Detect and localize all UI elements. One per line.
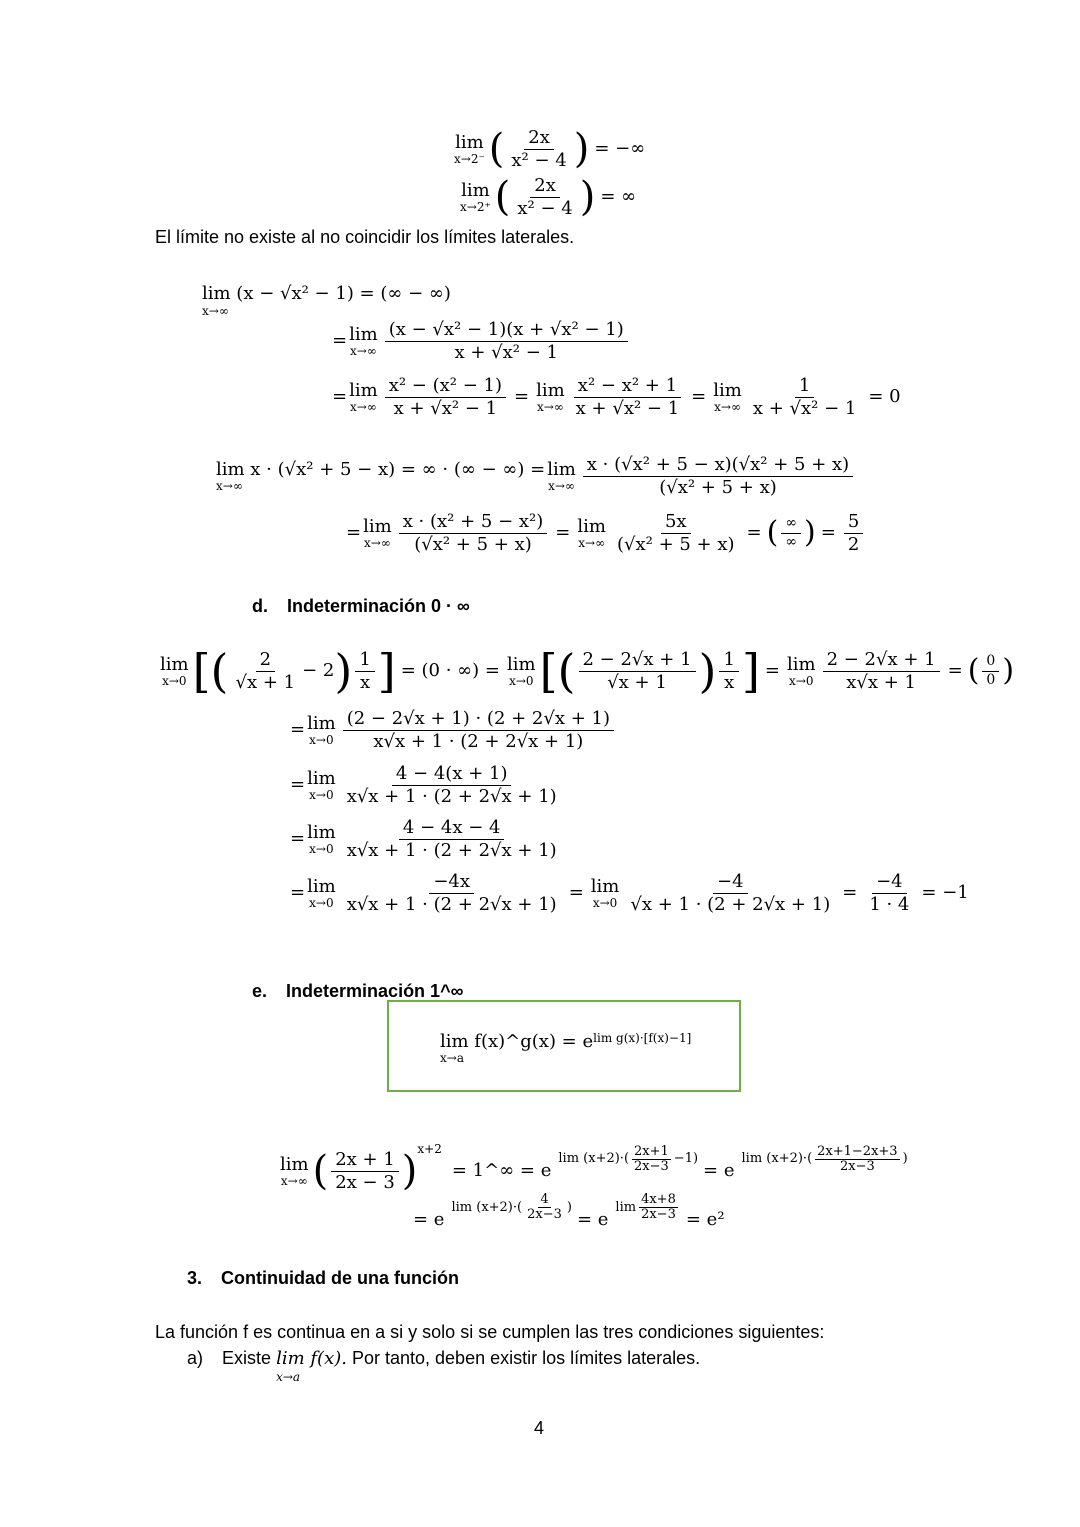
continuity-item-a: a) Existe lim f(x). x→a Por tanto, deben existir los límites laterales. [187, 1348, 701, 1384]
example-c1-line3: = lim x→∞ $\frac{\text{x² − (x² − 1)}}{\text{x + √x² − 1}}$ = lim x→∞ $\frac{\text{x² − x² + 1}}{\text{x + √x² − 1}}$ = lim x→∞ $\frac{1}{\text{x + √x² − 1}}$ = 0 [332, 375, 901, 419]
example-c2-line1: lim x · (√x² + 5 − x) = ∞ · (∞ − ∞) = x→∞ lim x→∞ $\frac{\text{x · (√x² + 5 − x)(√x² + 5 + x)}}{\text{(√x² + 5 + x)}}$ [216, 455, 856, 498]
example-c1-sub: x→∞ [202, 304, 229, 318]
page-number: 4 [534, 1418, 545, 1438]
conclusion-text: El límite no existe al no coincidir los límites laterales. [155, 227, 575, 247]
section-d-heading: d. Indeterminación 0 · ∞ [252, 596, 470, 616]
example-c1-line2: = lim x→∞ $\frac{\text{(x − √x² − 1)(x + √x² − 1)}}{\text{x + √x² − 1}}$ [332, 320, 631, 363]
example-d-line2: = lim x→0 $\frac{(2 - 2√x + 1) \cdot (2 + 2√x + 1)}{x√x + 1 \cdot (2 + 2√x + 1)}$ [290, 709, 617, 752]
right-lateral-limit: lim x→2⁺ ( $\frac{2x}{\text{x² − 4}}$ ) = ∞ [460, 174, 637, 221]
example-d-line1: lim x→0 [( $\frac{2}{√x + 1}$ − 2 ) $\frac{1}{x}$ ] = (0 · ∞) = lim x→0 [( $\frac{2 - 2√x + 1}{√x + 1}$ ) $\frac{1}{x}$ ] = lim x→0 $\frac{2 - 2√x + 1}{x√x + 1}$ = ( $\frac{0}{0}$ ) [160, 644, 1015, 698]
example-d-line4: = lim x→0 $\frac{4 - 4x - 4}{x√x + 1 \cdot (2 + 2√x + 1)}$ [290, 817, 557, 861]
formula-1-inf: lim f(x)^g(x) = e x→a lim g(x)·[f(x)−1] [440, 1030, 692, 1065]
left-lateral-limit: lim x→2⁻ ( $\frac{2x}{\text{x² − 4}}$ ) = −∞ [454, 126, 646, 173]
section-3-heading: 3. Continuidad de una función [187, 1268, 460, 1288]
example-e-line1: lim x→∞ ( $\frac{2x + 1}{2x - 3}$ ) x+2 = 1^∞ = e lim (x+2)· ( $\frac{2x+1}{2x-3}$ −1 ) = e lim (x+2)· ( $\frac{2x+1-2x+3}{2x-3}$ ) [280, 1141, 908, 1195]
example-c1-line1: lim (x − √x² − 1) = (∞ − ∞) [202, 283, 451, 304]
example-e-line2: = e lim (x+2)· ( $\frac{4}{2x-3}$ ) = e lim $\frac{4x+8}{2x-3}$ = e² [413, 1192, 725, 1230]
example-d-line5: = lim x→0 $\frac{-4x}{x√x + 1 \cdot (2 + 2√x + 1)}$ = lim x→0 $\frac{-4}{√x + 1 \cdot (2 + 2√x + 1)}$ = $\frac{-4}{1 \cdot 4}$ = −1 [290, 871, 969, 915]
continuity-paragraph: La función f es continua en a si y solo si se cumplen las tres condiciones siguientes: [155, 1322, 825, 1342]
section-e-heading: e. Indeterminación 1^∞ [252, 981, 464, 1001]
example-d-line3: = lim x→0 $\frac{4 - 4(x + 1)}{x√x + 1 \cdot (2 + 2√x + 1)}$ [290, 763, 557, 807]
example-c2-line2: = lim x→∞ $\frac{\text{x · (x² + 5 − x²)}}{\text{(√x² + 5 + x)}}$ = lim x→∞ $\frac{5x}{\text{(√x² + 5 + x)}}$ = ( $\frac{\infty}{\infty}$ ) = $\frac{5}{2}$ [346, 512, 866, 555]
